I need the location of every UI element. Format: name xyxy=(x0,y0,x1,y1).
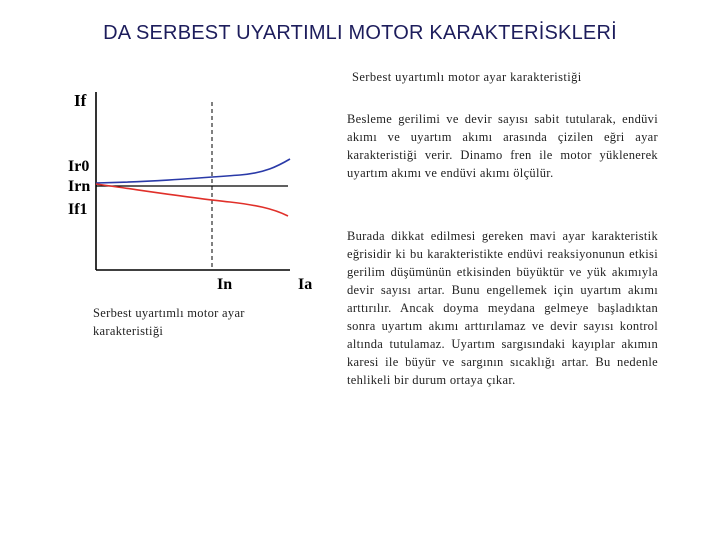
figure-caption: Serbest uyartımlı motor ayar karakteristiği xyxy=(93,306,245,338)
characteristic-graph xyxy=(60,80,330,300)
level-label-if1: If1 xyxy=(68,201,88,218)
blue-curve xyxy=(96,159,290,183)
level-label-ir0: Ir0 xyxy=(68,158,90,175)
paragraph-explanation: Burada dikkat edilmesi gereken mavi ayar karakteristik eğrisidir ki bu karakteristikte endüvi reaksiyonunun etkisi gerilim düşümünün etkisinden büyüktür ve yük akımıyla devir sayısı artar. Bunu engellemek için uyartım akımı arttırılır. Ancak doyma meydana gelmeye başladıktan sonra uyartım akımı arttırılamaz ve devir sayısı kontrol altında tutulamaz. Uyartım sargısındaki kayıplar akımın karesi ile büyür ve sargının sıcaklığı artar. Bu nedenle tehlikeli bir durum ortaya çıkar. xyxy=(347,229,658,387)
page-title: DA SERBEST UYARTIMLI MOTOR KARAKTERİSKLERİ xyxy=(103,22,617,44)
level-label-irn: Irn xyxy=(68,178,91,195)
red-curve xyxy=(96,184,288,216)
x-axis-label: Ia xyxy=(298,276,313,293)
section-subheading: Serbest uyartımlı motor ayar karakteristiği xyxy=(352,70,582,84)
paragraph-description: Besleme gerilimi ve devir sayısı sabit tutularak, endüvi akımı ve uyartım akımı arasında çizilen eğri ayar karakteristiği verir. Dinamo fren ile motor yüklenerek uyartım akımı ve endüvi akımı ölçülür. xyxy=(347,112,658,180)
rated-current-label: In xyxy=(217,276,233,293)
y-axis-label: If xyxy=(74,91,87,110)
